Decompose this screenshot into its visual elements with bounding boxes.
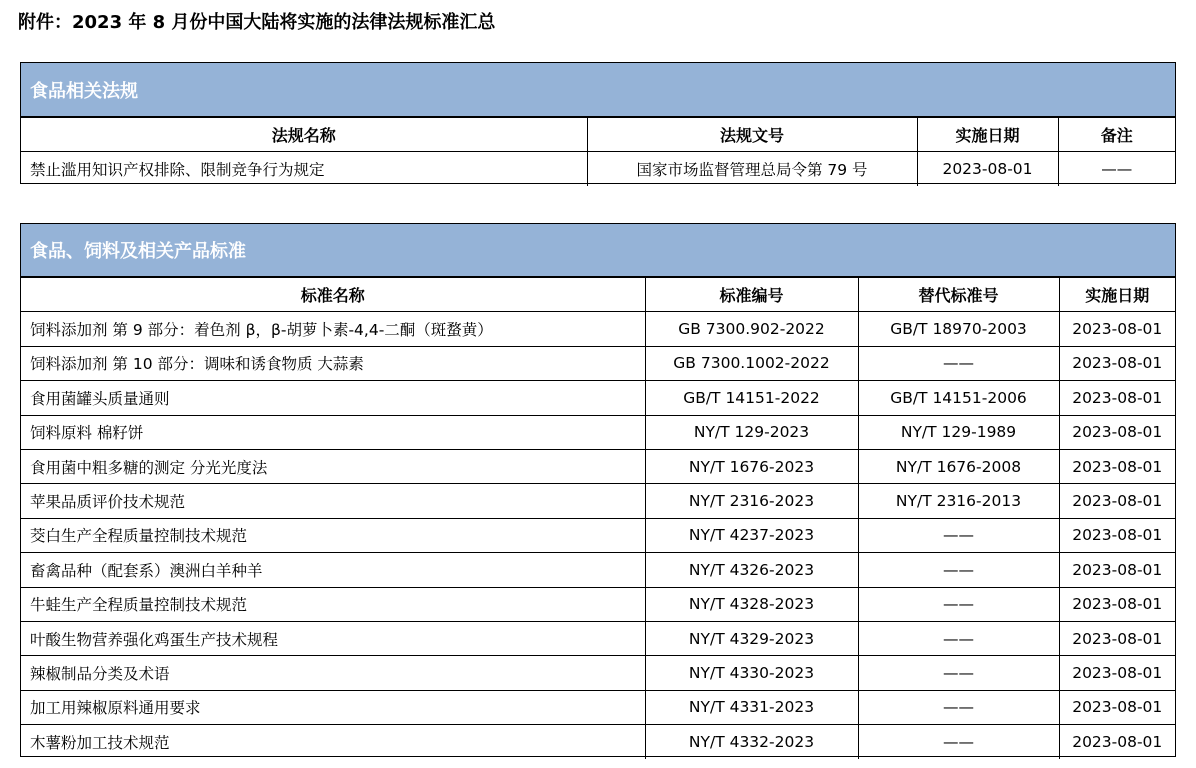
col-header-effective-date: 实施日期 <box>917 118 1058 152</box>
regulations-table <box>21 117 1175 186</box>
standard-name-cell: 饲料添加剂 第 9 部分：着色剂 β，β-胡萝卜素-4,4-二酮（斑蝥黄） <box>21 312 645 346</box>
standard-name-cell: 叶酸生物营养强化鸡蛋生产技术规程 <box>21 621 645 655</box>
standard-name-cell: 食用菌罐头质量通则 <box>21 381 645 415</box>
effective-date-cell: 2023-08-01 <box>1059 621 1175 655</box>
standard-name-cell: 饲料原料 棉籽饼 <box>21 415 645 449</box>
replaced-standard-cell: NY/T 129-1989 <box>858 415 1059 449</box>
replaced-standard-cell: NY/T 1676-2008 <box>858 449 1059 483</box>
regulations-header-row <box>21 118 1175 152</box>
table-row <box>21 449 1175 483</box>
effective-date-cell: 2023-08-01 <box>1059 381 1175 415</box>
table-row <box>21 690 1175 724</box>
standard-number-cell: NY/T 4330-2023 <box>645 656 858 690</box>
standard-number-cell: GB 7300.902-2022 <box>645 312 858 346</box>
replaced-standard-cell: —— <box>858 553 1059 587</box>
regulation-number-cell: 国家市场监督管理总局令第 79 号 <box>587 152 917 186</box>
standard-number-cell: NY/T 4329-2023 <box>645 621 858 655</box>
replaced-standard-cell: GB/T 14151-2006 <box>858 381 1059 415</box>
standard-number-cell: NY/T 4326-2023 <box>645 553 858 587</box>
standards-table <box>21 277 1175 759</box>
table-row <box>21 415 1175 449</box>
col-header-regulation-number: 法规文号 <box>587 118 917 152</box>
standard-number-cell: NY/T 1676-2023 <box>645 449 858 483</box>
regulations-section <box>20 62 1176 184</box>
effective-date-cell: 2023-08-01 <box>1059 725 1175 759</box>
effective-date-cell: 2023-08-01 <box>1059 449 1175 483</box>
effective-date-cell: 2023-08-01 <box>1059 312 1175 346</box>
replaced-standard-cell: —— <box>858 656 1059 690</box>
standards-section-heading: 食品、饲料及相关产品标准 <box>21 224 1175 277</box>
standard-name-cell: 食用菌中粗多糖的测定 分光光度法 <box>21 449 645 483</box>
replaced-standard-cell: —— <box>858 587 1059 621</box>
standards-section <box>20 223 1176 757</box>
replaced-standard-cell: —— <box>858 725 1059 759</box>
standards-header-row <box>21 278 1175 312</box>
table-row <box>21 725 1175 759</box>
effective-date-cell: 2023-08-01 <box>1059 346 1175 380</box>
col-header-remarks: 备注 <box>1058 118 1175 152</box>
table-row <box>21 518 1175 552</box>
standard-name-cell: 苹果品质评价技术规范 <box>21 484 645 518</box>
table-row <box>21 312 1175 346</box>
table-row <box>21 346 1175 380</box>
effective-date-cell: 2023-08-01 <box>917 152 1058 186</box>
standard-name-cell: 加工用辣椒原料通用要求 <box>21 690 645 724</box>
col-header-standard-number: 标准编号 <box>645 278 858 312</box>
col-header-effective-date: 实施日期 <box>1059 278 1175 312</box>
col-header-standard-name: 标准名称 <box>21 278 645 312</box>
replaced-standard-cell: —— <box>858 518 1059 552</box>
effective-date-cell: 2023-08-01 <box>1059 656 1175 690</box>
remarks-cell: —— <box>1058 152 1175 186</box>
standard-number-cell: NY/T 2316-2023 <box>645 484 858 518</box>
replaced-standard-cell: —— <box>858 346 1059 380</box>
standard-name-cell: 饲料添加剂 第 10 部分：调味和诱食物质 大蒜素 <box>21 346 645 380</box>
effective-date-cell: 2023-08-01 <box>1059 484 1175 518</box>
replaced-standard-cell: NY/T 2316-2013 <box>858 484 1059 518</box>
table-row <box>21 621 1175 655</box>
standard-number-cell: GB 7300.1002-2022 <box>645 346 858 380</box>
replaced-standard-cell: GB/T 18970-2003 <box>858 312 1059 346</box>
effective-date-cell: 2023-08-01 <box>1059 553 1175 587</box>
col-header-replaced-standard: 替代标准号 <box>858 278 1059 312</box>
effective-date-cell: 2023-08-01 <box>1059 690 1175 724</box>
standard-number-cell: NY/T 4332-2023 <box>645 725 858 759</box>
table-row <box>21 553 1175 587</box>
standard-number-cell: NY/T 4328-2023 <box>645 587 858 621</box>
standard-name-cell: 牛蛙生产全程质量控制技术规范 <box>21 587 645 621</box>
effective-date-cell: 2023-08-01 <box>1059 587 1175 621</box>
table-row <box>21 484 1175 518</box>
table-row <box>21 381 1175 415</box>
regulations-section-heading: 食品相关法规 <box>21 63 1175 117</box>
col-header-regulation-name: 法规名称 <box>21 118 587 152</box>
effective-date-cell: 2023-08-01 <box>1059 415 1175 449</box>
replaced-standard-cell: —— <box>858 690 1059 724</box>
table-row <box>21 152 1175 186</box>
table-row <box>21 587 1175 621</box>
standard-name-cell: 茭白生产全程质量控制技术规范 <box>21 518 645 552</box>
standard-name-cell: 畜禽品种（配套系）澳洲白羊种羊 <box>21 553 645 587</box>
standard-number-cell: NY/T 4331-2023 <box>645 690 858 724</box>
effective-date-cell: 2023-08-01 <box>1059 518 1175 552</box>
replaced-standard-cell: —— <box>858 621 1059 655</box>
standard-name-cell: 辣椒制品分类及术语 <box>21 656 645 690</box>
regulation-name-cell: 禁止滥用知识产权排除、限制竞争行为规定 <box>21 152 587 186</box>
standard-number-cell: NY/T 4237-2023 <box>645 518 858 552</box>
standard-number-cell: NY/T 129-2023 <box>645 415 858 449</box>
document-title: 附件：2023 年 8 月份中国大陆将实施的法律法规标准汇总 <box>18 12 496 33</box>
table-row <box>21 656 1175 690</box>
standard-name-cell: 木薯粉加工技术规范 <box>21 725 645 759</box>
standard-number-cell: GB/T 14151-2022 <box>645 381 858 415</box>
